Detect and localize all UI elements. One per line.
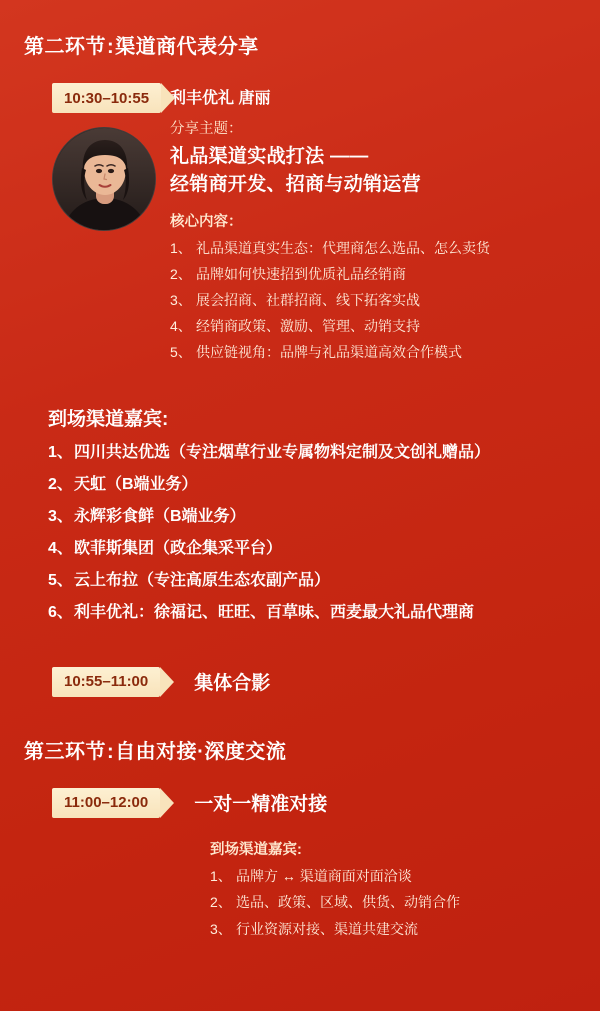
list-item-text: 礼品渠道真实生态：代理商怎么选品、怎么卖货 bbox=[196, 240, 490, 257]
list-item bbox=[170, 288, 576, 314]
group-photo-row bbox=[24, 667, 576, 697]
guest-section bbox=[24, 404, 576, 629]
list-item-text: 经销商政策、激励、管理、动销支持 bbox=[196, 317, 420, 334]
tail-section bbox=[24, 838, 576, 943]
list-item bbox=[170, 262, 576, 288]
list-item-number: 4、 bbox=[170, 317, 192, 334]
section-3-separator: : bbox=[107, 740, 115, 763]
list-item-number: 3、 bbox=[48, 507, 73, 525]
section-3-title: 自由对接·深度交流 bbox=[115, 740, 287, 763]
core-content-list bbox=[170, 236, 576, 365]
section-heading-2 bbox=[24, 30, 576, 59]
speaker-avatar bbox=[52, 127, 156, 231]
list-item-number: 5、 bbox=[170, 343, 192, 360]
list-item bbox=[210, 863, 576, 890]
one-on-one-row bbox=[24, 788, 576, 818]
list-item bbox=[170, 314, 576, 340]
list-item bbox=[48, 533, 576, 565]
list-item bbox=[48, 437, 576, 469]
topic-line-2: 经销商开发、招商与动销运营 bbox=[170, 173, 421, 195]
list-item-number: 2、 bbox=[48, 475, 73, 493]
core-content-label: 核心内容： bbox=[170, 214, 243, 231]
talk-left-column bbox=[24, 83, 170, 231]
list-item bbox=[210, 916, 576, 943]
one-on-one-pill-wrap bbox=[24, 788, 160, 818]
list-item-text: 天虹（B端业务） bbox=[74, 475, 198, 493]
list-item-text: 展会招商、社群招商、线下拓客实战 bbox=[196, 291, 420, 308]
list-item-text: 品牌方 ↔ 渠道商面对面洽谈 bbox=[236, 867, 412, 884]
list-item-text: 行业资源对接、渠道共建交流 bbox=[236, 920, 418, 937]
section-2-title: 渠道商代表分享 bbox=[115, 36, 259, 58]
list-item-number: 3、 bbox=[210, 920, 232, 937]
section-3-prefix: 第三环节 bbox=[24, 740, 106, 763]
list-item-number: 3、 bbox=[170, 291, 192, 308]
list-item-number: 1、 bbox=[210, 867, 232, 884]
list-item-text: 品牌如何快速招到优质礼品经销商 bbox=[196, 265, 406, 282]
list-item-text: 永辉彩食鲜（B端业务） bbox=[74, 507, 246, 525]
list-item-text: 利丰优礼：徐福记、旺旺、百草味、西麦最大礼品代理商 bbox=[74, 603, 475, 621]
one-on-one-time-pill bbox=[52, 788, 160, 818]
topic-label: 分享主题： bbox=[170, 121, 243, 137]
one-on-one-label: 一对一精准对接 bbox=[194, 794, 328, 816]
speaker-name: 利丰优礼 唐丽 bbox=[170, 90, 271, 107]
list-item bbox=[170, 236, 576, 262]
avatar-portrait-icon bbox=[53, 128, 156, 231]
one-on-one-time-label: 11:00–12:00 bbox=[64, 794, 149, 812]
talk-time-pill bbox=[52, 83, 161, 113]
group-photo-pill-wrap bbox=[24, 667, 160, 697]
list-item bbox=[48, 501, 576, 533]
list-item bbox=[170, 340, 576, 366]
section-heading-3 bbox=[24, 735, 576, 764]
talk-time-label: 10:30–10:55 bbox=[64, 89, 150, 107]
list-item-text: 欧菲斯集团（政企集采平台） bbox=[74, 539, 283, 557]
list-item bbox=[210, 889, 576, 916]
list-item-number: 1、 bbox=[48, 443, 73, 461]
list-item-number: 6、 bbox=[48, 603, 73, 621]
topic-line-1: 礼品渠道实战打法 —— bbox=[170, 146, 369, 167]
group-photo-time-label: 10:55–11:00 bbox=[64, 673, 149, 691]
section-2-separator: : bbox=[107, 36, 115, 58]
group-photo-label: 集体合影 bbox=[194, 673, 271, 695]
list-item-number: 2、 bbox=[170, 265, 192, 282]
list-item-text: 供应链视角：品牌与礼品渠道高效合作模式 bbox=[196, 343, 462, 360]
talk-block bbox=[24, 83, 576, 366]
talk-right-column bbox=[170, 83, 576, 366]
group-photo-time-pill bbox=[52, 667, 160, 697]
guest-section-title: 到场渠道嘉宾: bbox=[48, 408, 169, 430]
list-item-text: 选品、政策、区域、供货、动销合作 bbox=[236, 894, 460, 911]
list-item-number: 2、 bbox=[210, 894, 232, 911]
list-item bbox=[48, 565, 576, 597]
list-item-number: 1、 bbox=[170, 240, 192, 257]
list-item-text: 云上布拉（专注高原生态农副产品） bbox=[74, 571, 331, 589]
section-2-prefix: 第二环节 bbox=[24, 36, 106, 58]
list-item-text: 四川共达优选（专注烟草行业专属物料定制及文创礼赠品） bbox=[74, 443, 491, 461]
list-item bbox=[48, 597, 576, 629]
tail-section-label: 到场渠道嘉宾: bbox=[210, 841, 302, 858]
list-item bbox=[48, 469, 576, 501]
tail-list bbox=[210, 863, 576, 943]
list-item-number: 4、 bbox=[48, 539, 73, 557]
guest-list bbox=[48, 437, 576, 629]
list-item-number: 5、 bbox=[48, 571, 73, 589]
